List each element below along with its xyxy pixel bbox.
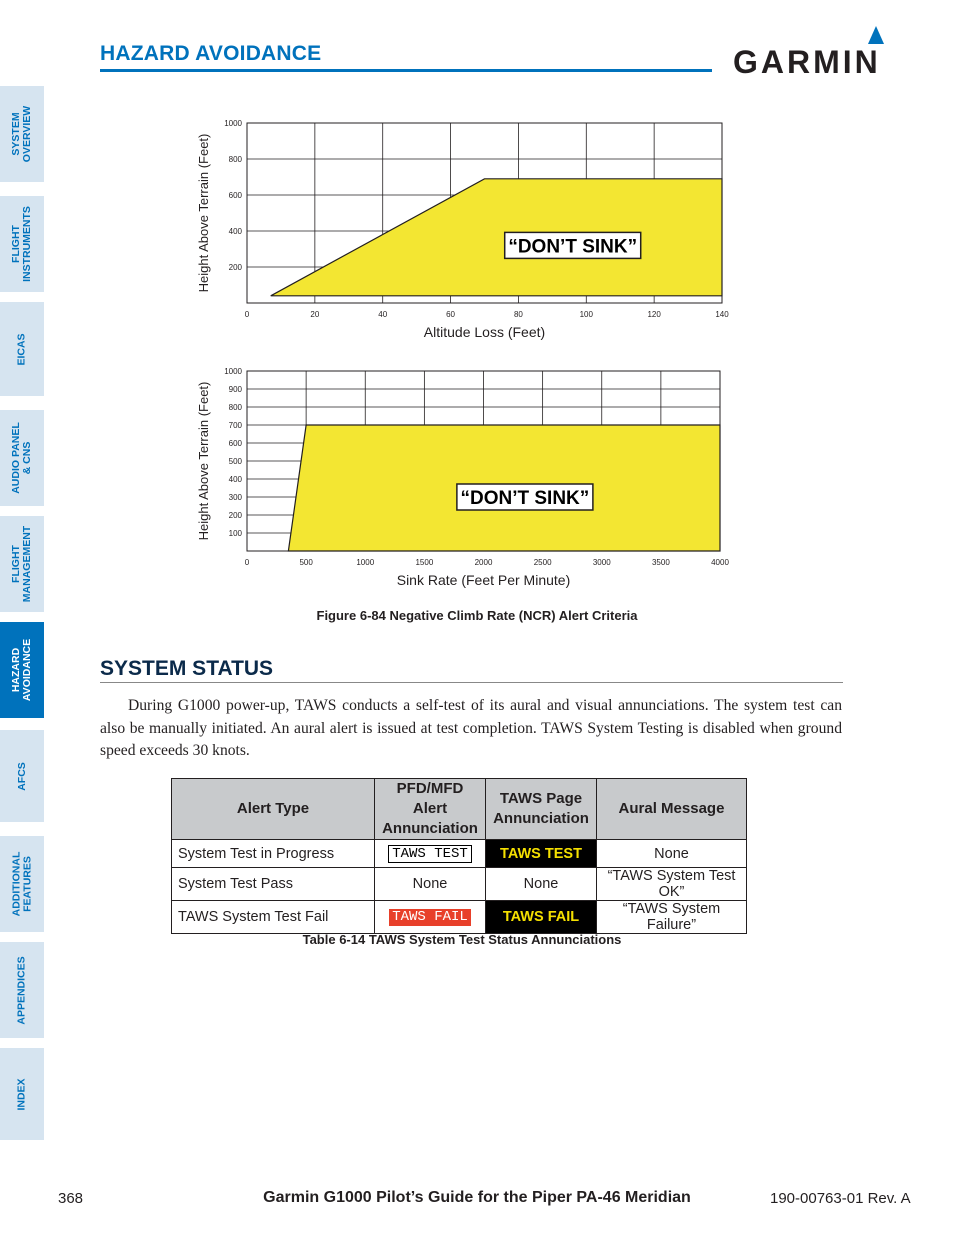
chapter-tab-label-line: SYSTEM	[10, 112, 22, 156]
x-tick-label: 40	[378, 310, 388, 319]
x-tick-label: 1500	[415, 558, 434, 567]
chapter-tab-label-line: FLIGHT	[10, 545, 23, 583]
chapter-tab[interactable]	[0, 836, 44, 932]
aural-message-cell: “TAWS System Test OK”	[597, 868, 747, 901]
y-tick-label: 1000	[224, 119, 242, 128]
altitude-loss-chart-svg	[190, 110, 750, 345]
y-tick-label: 700	[228, 421, 242, 430]
chapter-tab-label-line: & CNS	[21, 441, 33, 475]
x-tick-label: 500	[299, 558, 313, 567]
x-tick-label: 140	[715, 310, 729, 319]
y-tick-label: 800	[228, 155, 242, 164]
header-rule	[100, 69, 712, 72]
ncr-sink-rate-chart	[190, 360, 750, 600]
chapter-tab-label	[11, 422, 33, 494]
chapter-tab-label-line: INDEX	[15, 1077, 28, 1111]
taws-test-annunciation: TAWS TEST	[388, 845, 472, 863]
x-tick-label: 1000	[356, 558, 375, 567]
chapter-tab-label-line: EICAS	[15, 332, 28, 366]
section-header-title: HAZARD AVOIDANCE	[100, 42, 322, 65]
table-row	[172, 901, 747, 934]
y-tick-label: 400	[228, 227, 242, 236]
chapter-tab-label-line: APPENDICES	[15, 955, 28, 1025]
document-number: 190-00763-01 Rev. A	[770, 1190, 911, 1207]
x-tick-label: 120	[647, 310, 661, 319]
x-tick-label: 100	[579, 310, 593, 319]
footer-title: Garmin G1000 Pilot’s Guide for the Piper PA-46 Meridian	[263, 1189, 691, 1206]
chapter-tab-label	[17, 762, 28, 791]
chapter-tab[interactable]	[0, 516, 44, 612]
chapter-tab[interactable]	[0, 942, 44, 1038]
taws-page-annunciation-cell: TAWS FAIL	[486, 901, 597, 934]
y-tick-label: 300	[228, 493, 242, 502]
aural-message-cell: None	[597, 840, 747, 868]
chapter-tab-label-line: AUDIO PANEL	[10, 422, 22, 494]
taws-fail-annunciation: TAWS FAIL	[389, 909, 471, 926]
ncr-altitude-loss-chart	[190, 110, 750, 350]
y-tick-label: 100	[228, 529, 242, 538]
chapter-tab-label	[11, 206, 33, 282]
alert-type-cell: System Test Pass	[172, 868, 375, 901]
pfd-annunciation-cell	[375, 901, 486, 934]
body-paragraph: During G1000 power-up, TAWS conducts a self-test of its aural and visual annunciations. The system test can also be manually initiated. An aural alert is issued at test completion. TAWS System Testing is disabled when ground speed exceeds 30 knots.	[100, 697, 842, 759]
dont-sink-label: “DON’T SINK”	[508, 236, 638, 258]
y-tick-label: 600	[228, 191, 242, 200]
chapter-tab[interactable]	[0, 730, 44, 822]
y-tick-label: 500	[228, 457, 242, 466]
chapter-tab[interactable]	[0, 302, 44, 396]
table-caption: Table 6-14 TAWS System Test Status Annunciations	[302, 932, 622, 947]
chapter-tab-label	[11, 852, 33, 917]
logo-triangle-icon	[868, 26, 884, 44]
y-tick-label: 800	[228, 403, 242, 412]
x-tick-label: 20	[310, 310, 320, 319]
x-tick-label: 80	[513, 310, 523, 319]
x-tick-label: 60	[446, 310, 456, 319]
taws-page-annunciation-cell: TAWS TEST	[486, 840, 597, 868]
y-tick-label: 200	[228, 511, 242, 520]
chapter-tab-label	[17, 956, 28, 1024]
chapter-tab[interactable]	[0, 1048, 44, 1140]
chapter-tab-label-line: INSTRUMENTS	[21, 206, 33, 282]
table-row	[172, 840, 747, 868]
y-tick-label: 900	[228, 385, 242, 394]
y-tick-label: 1000	[224, 367, 242, 376]
page-number: 368	[58, 1190, 84, 1207]
taws-page-annunciation-cell: None	[486, 868, 597, 901]
aural-message-cell: “TAWS System Failure”	[597, 901, 747, 934]
alert-type-cell: System Test in Progress	[172, 840, 375, 868]
pfd-annunciation-cell	[375, 840, 486, 868]
header-taws-page-annunciation: TAWS Page Annunciation	[486, 779, 597, 840]
y-axis-label: Height Above Terrain (Feet)	[196, 133, 211, 293]
x-tick-label: 0	[244, 310, 250, 319]
chapter-tab[interactable]	[0, 86, 44, 182]
garmin-logo	[733, 26, 898, 80]
header-alert-type: Alert Type	[172, 779, 375, 840]
chapter-tab[interactable]	[0, 410, 44, 506]
chapter-tab[interactable]	[0, 196, 44, 292]
x-tick-label: 3000	[592, 558, 611, 567]
chapter-tab-label-line: AVOIDANCE	[21, 638, 34, 702]
section-title: SYSTEM STATUS	[100, 657, 274, 680]
x-tick-label: 3500	[651, 558, 670, 567]
y-tick-label: 400	[228, 475, 242, 484]
y-axis-label: Height Above Terrain (Feet)	[196, 381, 211, 541]
header-pfd-annunciation: PFD/MFD Alert Annunciation	[375, 779, 486, 840]
chapter-tab-label-line: FEATURES	[21, 856, 33, 912]
y-tick-label: 600	[228, 439, 242, 448]
x-tick-label: 0	[244, 558, 250, 567]
logo-text: GARMIN	[733, 44, 881, 80]
figure-caption: Figure 6-84 Negative Climb Rate (NCR) Alert Criteria	[316, 608, 638, 623]
chapter-tab-label-line: AFCS	[15, 761, 28, 791]
x-axis-label: Sink Rate (Feet Per Minute)	[396, 572, 571, 588]
alert-type-cell: TAWS System Test Fail	[172, 901, 375, 934]
chapter-tab-label-line: HAZARD	[10, 647, 23, 693]
chapter-tab[interactable]	[0, 622, 44, 718]
chapter-tab-label-line: MANAGEMENT	[21, 525, 34, 603]
chapter-tab-label-line: FLIGHT	[10, 225, 22, 263]
chapter-tab-label	[17, 1078, 28, 1110]
x-tick-label: 2500	[533, 558, 552, 567]
chapter-tab-label-line: OVERVIEW	[21, 105, 33, 163]
chapter-tab-label	[11, 526, 33, 602]
chapter-tab-label	[17, 333, 28, 365]
header-aural-message: Aural Message	[597, 779, 747, 840]
chapter-tab-label-line: ADDITIONAL	[10, 851, 22, 917]
y-tick-label: 200	[228, 263, 242, 272]
table-row	[172, 868, 747, 901]
sink-rate-chart-svg	[190, 360, 750, 595]
chapter-tab-label	[11, 639, 33, 701]
x-axis-label: Altitude Loss (Feet)	[423, 324, 546, 340]
section-rule	[100, 682, 843, 683]
dont-sink-label: “DON’T SINK”	[460, 488, 590, 509]
x-tick-label: 2000	[474, 558, 493, 567]
chapter-tab-label	[11, 106, 33, 162]
x-tick-label: 4000	[711, 558, 729, 567]
taws-status-table	[171, 778, 747, 934]
pfd-annunciation-cell: None	[375, 868, 486, 901]
